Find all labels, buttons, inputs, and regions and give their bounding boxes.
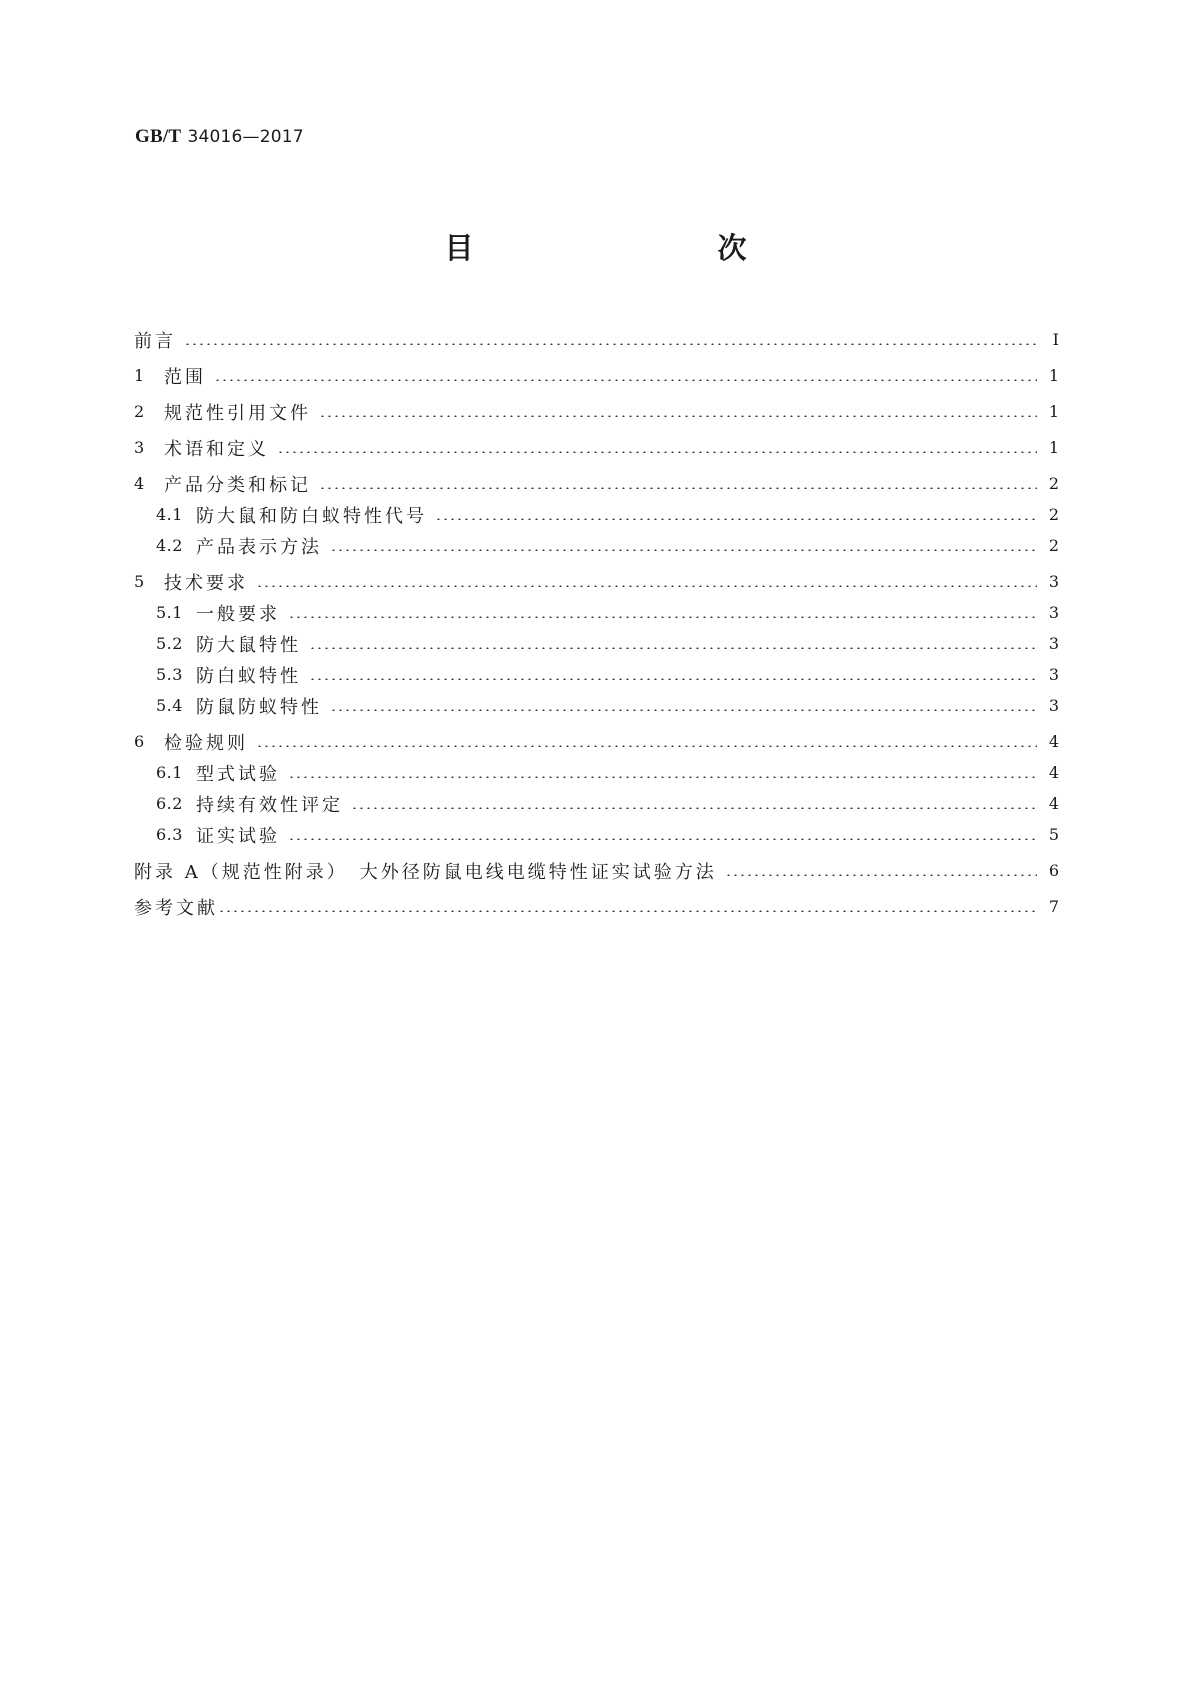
toc-entry-label: 防白蚁特性: [196, 665, 301, 687]
toc-entry-page: I: [1052, 330, 1059, 349]
toc-entry-page: 3: [1048, 696, 1059, 715]
toc-entry-number: 5.2: [156, 634, 183, 653]
toc-entry-number: 5.3: [156, 665, 183, 684]
toc-entry-number: 5.1: [156, 603, 183, 622]
page-title: 目 次: [444, 231, 809, 265]
toc-entry-6[interactable]: [134, 726, 1059, 757]
toc-entry-page: 2: [1048, 536, 1059, 555]
toc-leader-dots: [256, 585, 1037, 587]
toc-entry-5-2[interactable]: [134, 628, 1059, 659]
toc-leader-dots: [277, 451, 1037, 453]
toc-entry-number: 6.1: [156, 763, 183, 782]
table-of-contents: [134, 324, 1059, 922]
toc-entry-label: 证实试验: [196, 825, 280, 847]
toc-entry-6-1[interactable]: [134, 757, 1059, 788]
toc-entry-number: 3: [134, 438, 145, 457]
toc-entry-page: 1: [1048, 402, 1059, 421]
toc-entry-number: 4: [134, 474, 145, 493]
toc-entry-label: 一般要求: [196, 603, 280, 625]
toc-entry-page: 1: [1048, 366, 1059, 385]
toc-leader-dots: [319, 415, 1037, 417]
toc-entry-4-2[interactable]: [134, 530, 1059, 561]
toc-entry-number: 5.4: [156, 696, 183, 715]
toc-entry-5[interactable]: [134, 566, 1059, 597]
standard-code-number: 34016—2017: [187, 127, 304, 147]
toc-entry-label: 附录 A（规范性附录） 大外径防鼠电线电缆特性证实试验方法: [134, 861, 717, 883]
toc-leader-dots: [288, 616, 1037, 618]
toc-entry-label: 术语和定义: [164, 438, 269, 460]
toc-leader-dots: [288, 838, 1037, 840]
toc-entry-number: 4.1: [156, 505, 183, 524]
toc-entry-page: 3: [1048, 634, 1059, 653]
toc-entry-5-1[interactable]: [134, 597, 1059, 628]
toc-entry-label: 范围: [164, 366, 206, 388]
toc-entry-page: 3: [1048, 665, 1059, 684]
toc-entry-bibliography[interactable]: [134, 891, 1059, 922]
toc-entry-page: 4: [1048, 732, 1059, 751]
toc-entry-6-2[interactable]: [134, 788, 1059, 819]
toc-entry-label: 产品表示方法: [196, 536, 322, 558]
toc-entry-number: 6.3: [156, 825, 183, 844]
toc-leader-dots: [214, 379, 1037, 381]
toc-leader-dots: [725, 874, 1037, 876]
toc-entry-3[interactable]: [134, 432, 1059, 463]
toc-entry-1[interactable]: [134, 360, 1059, 391]
toc-entry-page: 7: [1048, 897, 1059, 916]
toc-leader-dots: [288, 776, 1037, 778]
toc-entry-page: 3: [1048, 603, 1059, 622]
standard-code-prefix: GB/T: [135, 126, 182, 147]
toc-entry-label: 参考文献: [134, 897, 218, 919]
toc-entry-number: 6: [134, 732, 145, 751]
toc-entry-page: 1: [1048, 438, 1059, 457]
toc-entry-label: 型式试验: [196, 763, 280, 785]
toc-leader-dots: [218, 910, 1037, 912]
toc-entry-label: 规范性引用文件: [164, 402, 311, 424]
toc-entry-page: 6: [1048, 861, 1059, 880]
toc-entry-label: 技术要求: [164, 572, 248, 594]
toc-entry-page: 4: [1048, 763, 1059, 782]
toc-leader-dots: [309, 647, 1037, 649]
toc-entry-label: 检验规则: [164, 732, 248, 754]
toc-entry-5-3[interactable]: [134, 659, 1059, 690]
toc-entry-label: 产品分类和标记: [164, 474, 311, 496]
toc-entry-number: 2: [134, 402, 145, 421]
toc-entry-label: 持续有效性评定: [196, 794, 343, 816]
toc-entry-6-3[interactable]: [134, 819, 1059, 850]
toc-entry-number: 5: [134, 572, 145, 591]
toc-entry-5-4[interactable]: [134, 690, 1059, 721]
toc-entry-page: 2: [1048, 474, 1059, 493]
standard-code: [135, 125, 304, 148]
toc-entry-foreword[interactable]: [134, 324, 1059, 355]
toc-entry-4-1[interactable]: [134, 499, 1059, 530]
toc-entry-number: 6.2: [156, 794, 183, 813]
toc-entry-label: 前言: [134, 330, 176, 352]
toc-entry-2[interactable]: [134, 396, 1059, 427]
toc-leader-dots: [330, 709, 1037, 711]
toc-leader-dots: [309, 678, 1037, 680]
toc-entry-page: 3: [1048, 572, 1059, 591]
toc-entry-label: 防大鼠和防白蚁特性代号: [196, 505, 427, 527]
toc-entry-number: 4.2: [156, 536, 183, 555]
toc-leader-dots: [435, 518, 1037, 520]
toc-entry-page: 4: [1048, 794, 1059, 813]
toc-entry-page: 5: [1048, 825, 1059, 844]
toc-entry-4[interactable]: [134, 468, 1059, 499]
toc-entry-number: 1: [134, 366, 145, 385]
toc-leader-dots: [330, 549, 1037, 551]
toc-entry-label: 防鼠防蚁特性: [196, 696, 322, 718]
toc-leader-dots: [256, 745, 1037, 747]
toc-leader-dots: [351, 807, 1037, 809]
toc-leader-dots: [319, 487, 1037, 489]
toc-leader-dots: [184, 343, 1037, 345]
toc-entry-page: 2: [1048, 505, 1059, 524]
toc-entry-annex-a[interactable]: [134, 855, 1059, 886]
toc-entry-label: 防大鼠特性: [196, 634, 301, 656]
